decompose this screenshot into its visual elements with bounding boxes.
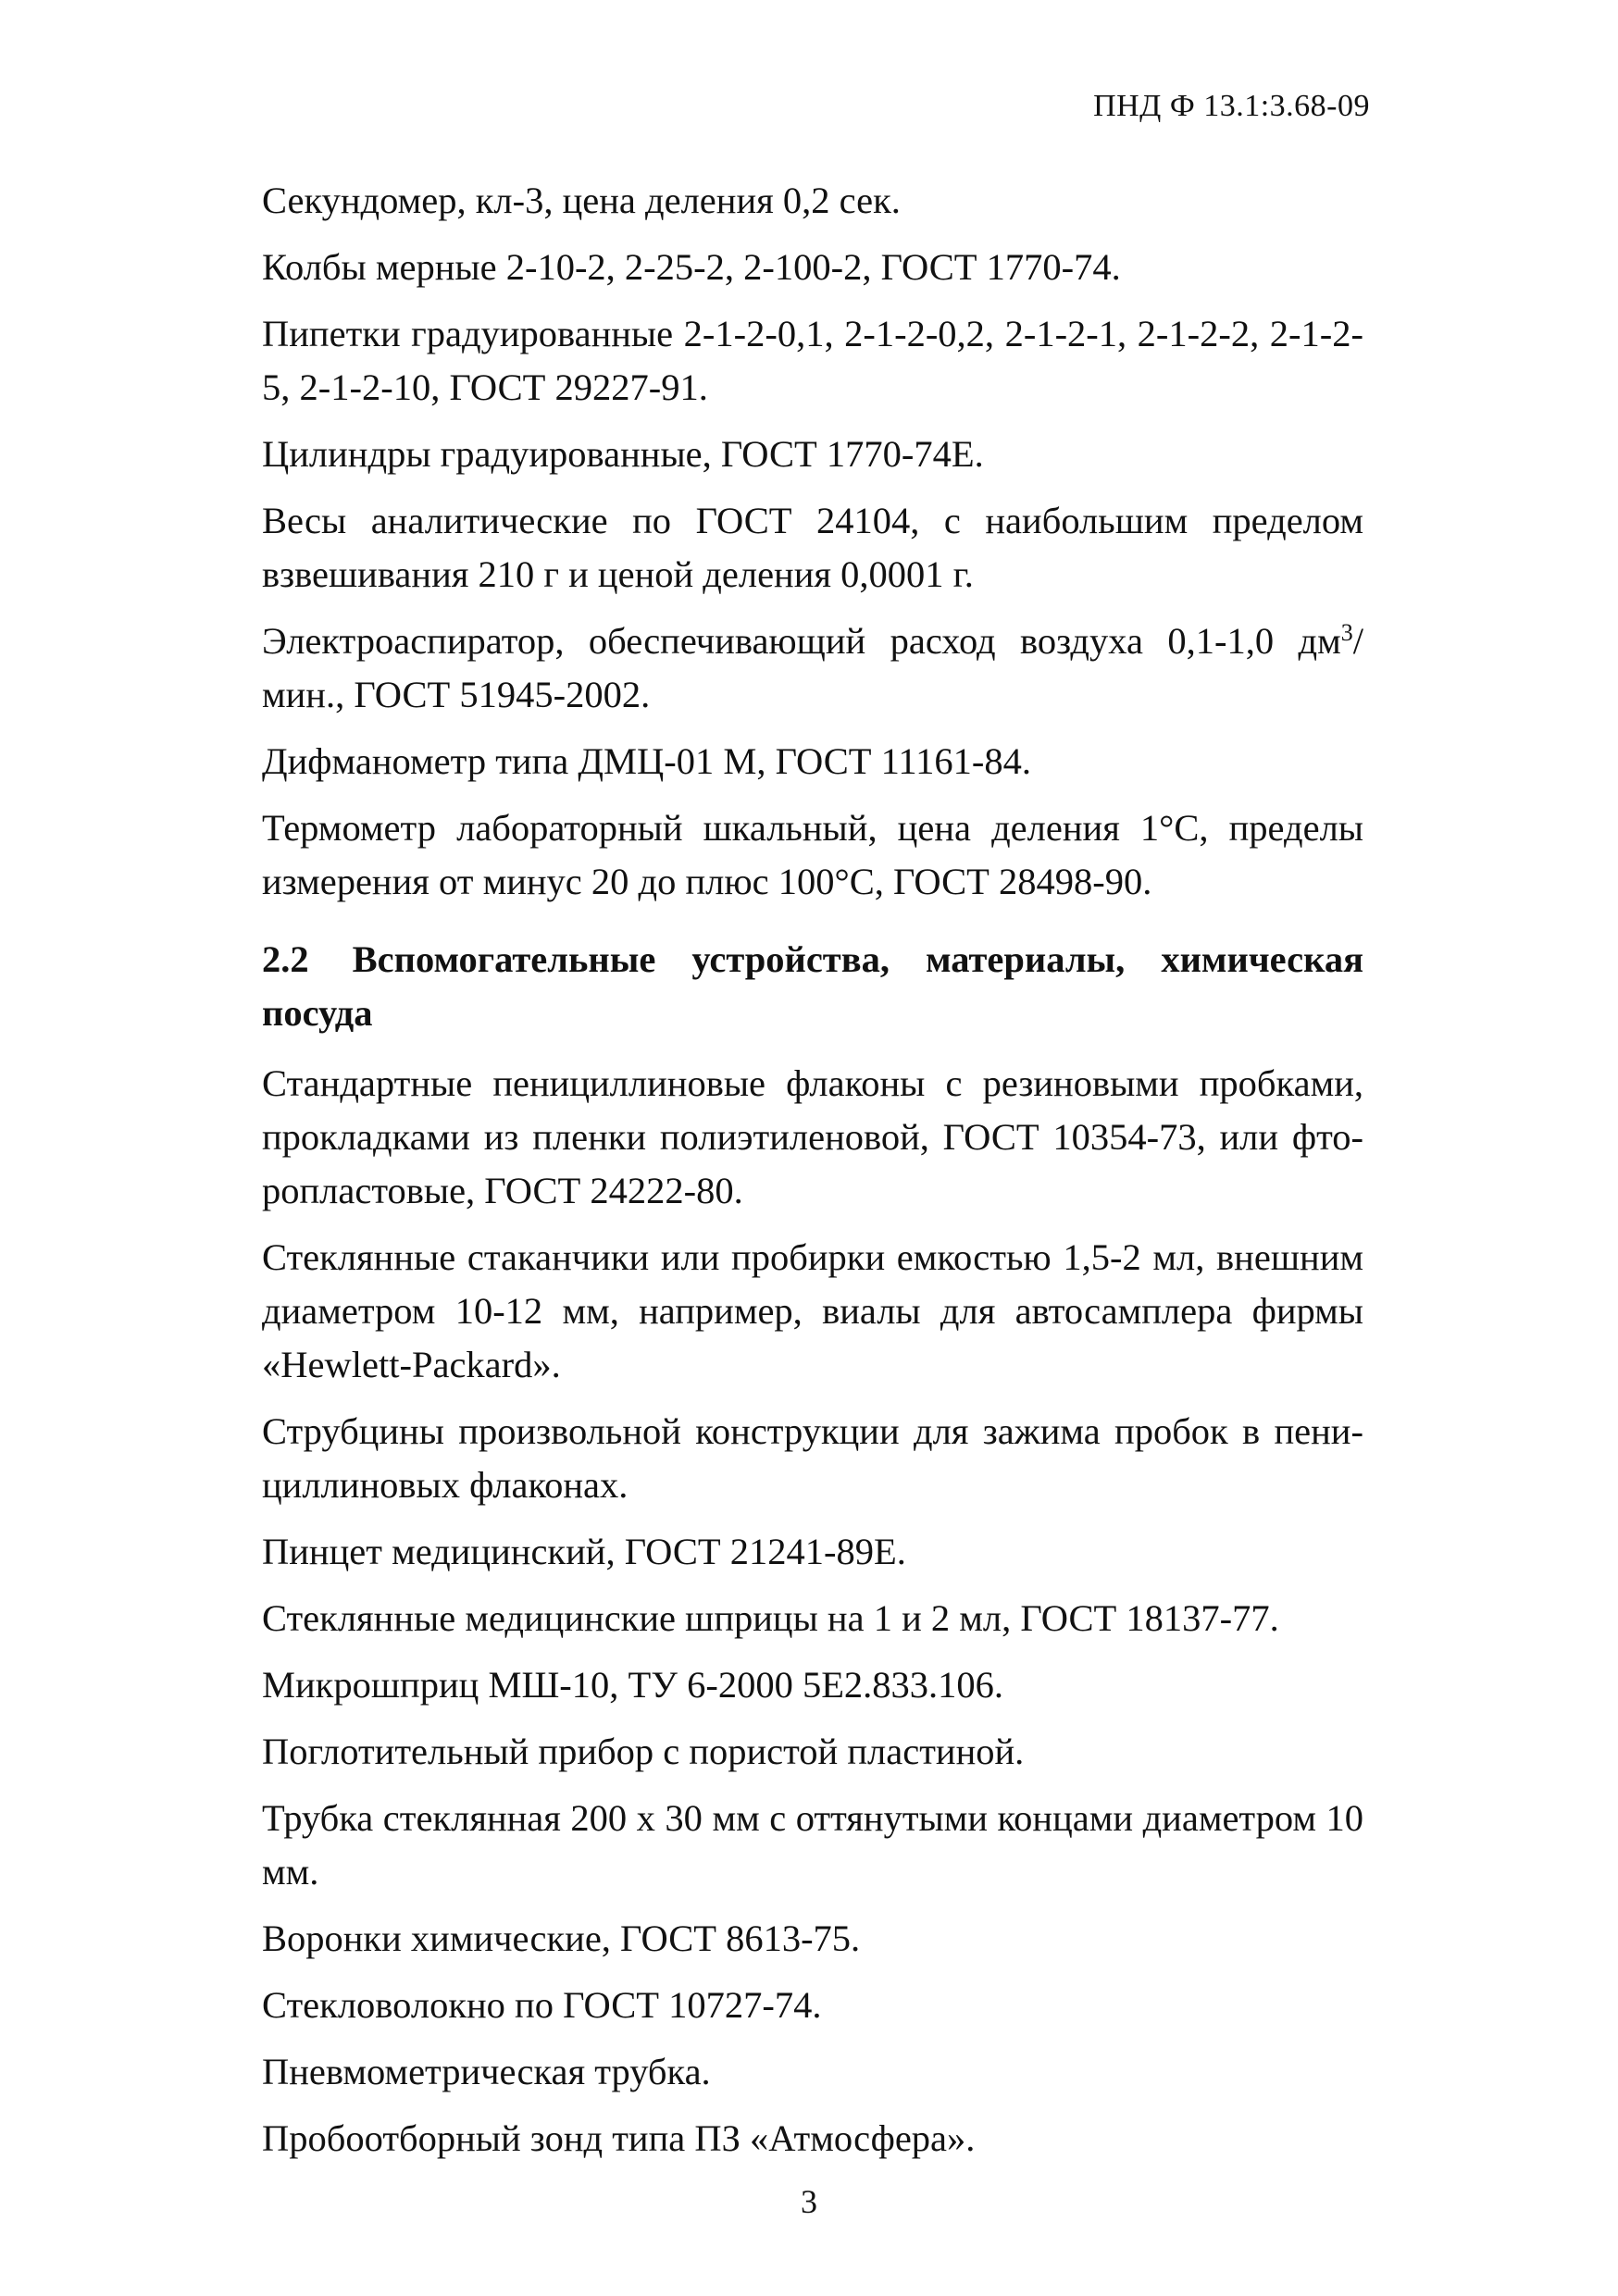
material-item: Микрошприц МШ-10, ТУ 6-2000 5Е2.833.106. bbox=[262, 1664, 1004, 1706]
equipment-item: Колбы мерные 2-10-2, 2-25-2, 2-100-2, ГОСТ 1770-74. bbox=[262, 246, 1121, 288]
material-item: Стекловолокно по ГОСТ 10727-74. bbox=[262, 1984, 822, 2026]
material-item: Стандартные пенициллиновые флаконы с резиновыми пробками, прокладками из пленки полиэтиленовой, ГОСТ 10354-73, или фторопластовые, ГОСТ 24222-80. bbox=[262, 1062, 1363, 1211]
material-item: Пневмометрическая трубка. bbox=[262, 2051, 711, 2092]
equipment-item: Термометр лабораторный шкальный, цена деления 1°С, пределы измерения от минус 20 до плюс 100°С, ГОСТ 28498-90. bbox=[262, 807, 1363, 902]
material-item: Струбцины произвольной конструкции для зажима пробок в пенициллиновых флаконах. bbox=[262, 1410, 1363, 1506]
document-body bbox=[262, 174, 1363, 2178]
material-item: Трубка стеклянная 200 х 30 мм с оттянутыми концами диаметром 10 мм. bbox=[262, 1797, 1363, 1893]
material-item: Стеклянные медицинские шприцы на 1 и 2 мл, ГОСТ 18137-77. bbox=[262, 1597, 1279, 1639]
equipment-item: Дифманометр типа ДМЦ-01 М, ГОСТ 11161-84. bbox=[262, 740, 1031, 782]
equipment-item: Весы аналитические по ГОСТ 24104, с наибольшим пределом взвешивания 210 г и ценой деления 0,0001 г. bbox=[262, 500, 1363, 595]
document-code-header: ПНД Ф 13.1:3.68-09 bbox=[1093, 89, 1370, 123]
material-item: Пинцет медицинский, ГОСТ 21241-89Е. bbox=[262, 1531, 906, 1572]
section-number: 2.2 bbox=[262, 938, 309, 980]
material-item: Поглотительный прибор с пористой пластиной. bbox=[262, 1731, 1025, 1772]
page-number: 3 bbox=[801, 2183, 817, 2220]
material-item: Пробоотборный зонд типа ПЗ «Атмосфера». bbox=[262, 2117, 976, 2159]
equipment-item: Цилиндры градуированные, ГОСТ 1770-74Е. bbox=[262, 433, 984, 475]
section-title: Вспомогательные устройства, материалы, химическая посуда bbox=[262, 938, 1364, 1034]
section-heading bbox=[262, 933, 1363, 1040]
equipment-item: Пипетки градуированные 2-1-2-0,1, 2-1-2-0,2, 2-1-2-1, 2-1-2-2, 2-1-2-5, 2-1-2-10, ГОСТ 29227-91. bbox=[262, 313, 1363, 408]
equipment-item: Секундомер, кл-3, цена деления 0,2 сек. bbox=[262, 180, 901, 221]
material-item: Стеклянные стаканчики или пробирки емкостью 1,5-2 мл, внешним диаметром 10-12 мм, например, виалы для автосамплера фирмы «Hewlett-Packard». bbox=[262, 1236, 1363, 1385]
aspirator-text: Электроаспиратор, обеспечивающий расход воздуха 0,1-1,0 дм bbox=[262, 620, 1341, 662]
equipment-item-aspirator bbox=[262, 614, 1363, 722]
aspirator-superscript: 3 bbox=[1340, 619, 1353, 646]
material-item: Воронки химические, ГОСТ 8613-75. bbox=[262, 1917, 861, 1959]
aspirator-text-end: /мин., ГОСТ 51945-2002. bbox=[262, 620, 1363, 715]
